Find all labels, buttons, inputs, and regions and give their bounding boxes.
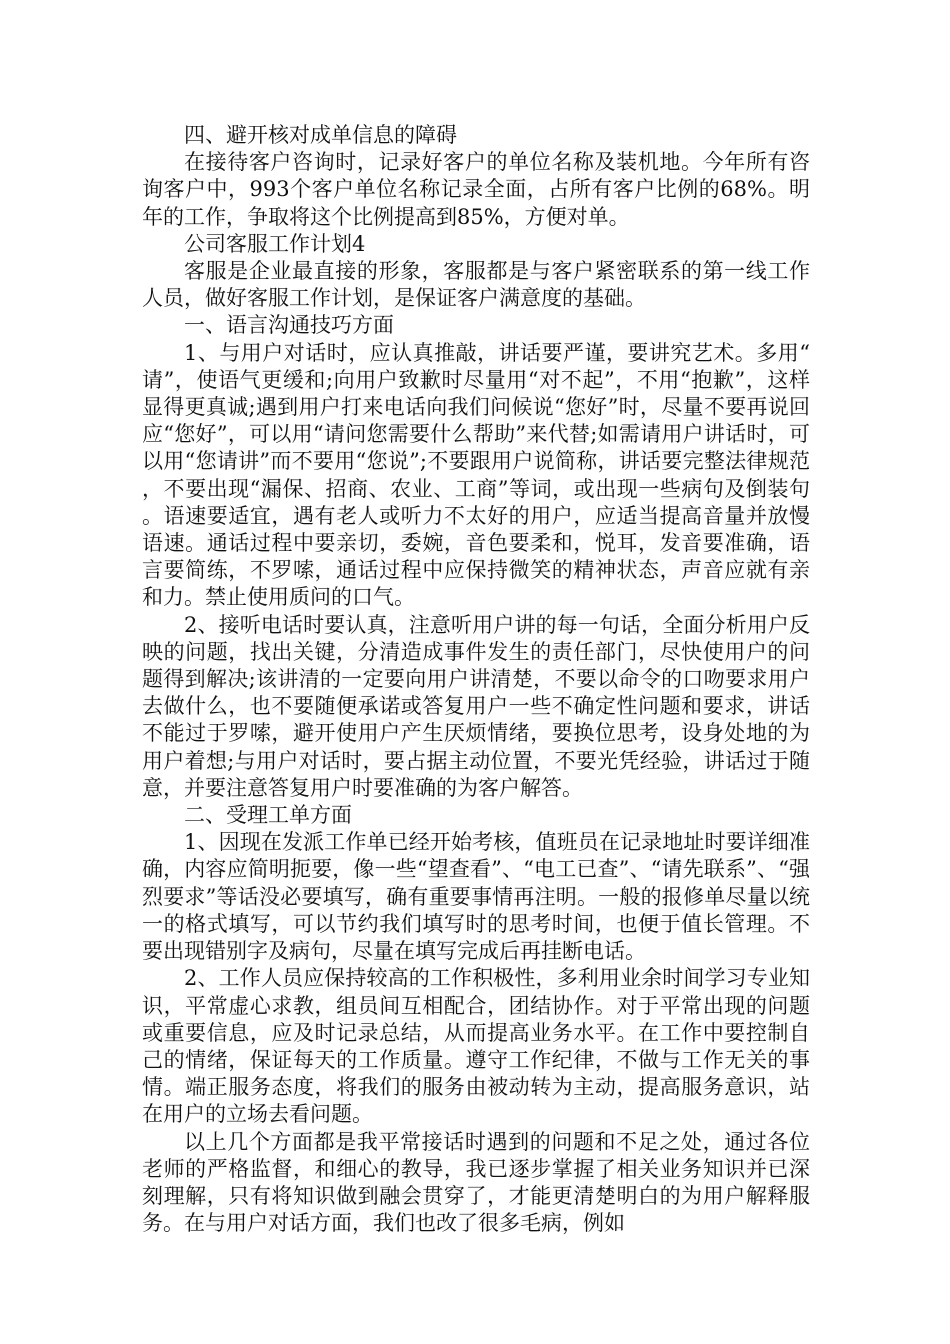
body-paragraph: 以上几个方面都是我平常接话时遇到的问题和不足之处，通过各位老师的严格监督，和细心的教导，我已逐步掌握了相关业务知识并已深刻理解，只有将知识做到融会贯穿了，才能更清楚明白的为用户解释服务。在与用户对话方面，我们也改了很多毛病，例如: [142, 1129, 810, 1236]
body-paragraph: 客服是企业最直接的形象，客服都是与客户紧密联系的第一线工作人员，做好客服工作计划，是保证客户满意度的基础。: [142, 259, 810, 311]
body-paragraph: 2、工作人员应保持较高的工作积极性，多利用业余时间学习专业知识，平常虚心求教，组员间互相配合，团结协作。对于平常出现的问题或重要信息，应及时记录总结，从而提高业务水平。在工作中要控制自己的情绪，保证每天的工作质量。遵守工作纪律，不做与工作无关的事情。端正服务态度，将我们的服务由被动转为主动，提高服务意识，站在用户的立场去看问题。: [142, 966, 810, 1127]
document-page: [142, 122, 810, 1237]
section-heading-4: 四、避开核对成单信息的障碍: [184, 123, 457, 147]
body-paragraph: 1、因现在发派工作单已经开始考核，值班员在记录地址时要详细准确，内容应简明扼要，像一些“望查看”、“电工已查”、“请先联系”、“强烈要求”等话没必要填写，确有重要事情再注明。一般的报修单尽量以统一的格式填写，可以节约我们填写时的思考时间，也便于值长管理。不要出现错别字及病句，尽量在填写完成后再挂断电话。: [142, 830, 810, 964]
section-heading-1: 一、语言沟通技巧方面: [184, 313, 394, 338]
body-paragraph: 2、接听电话时要认真，注意听用户讲的每一句话，全面分析用户反映的问题，找出关键，分清造成事件发生的责任部门，尽快使用户的问题得到解决;该讲清的一定要向用户讲清楚，不要以命令的口吻要求用户去做什么，也不要随便承诺或答复用户一些不确定性问题和要求，讲话不能过于罗嗦，避开使用户产生厌烦情绪，要换位思考，设身处地的为用户着想;与用户对话时，要占据主动位置，不要光凭经验，讲话过于随意，并要注意答复用户时要准确的为客户解答。: [142, 612, 810, 800]
body-paragraph: 1、与用户对话时，应认真推敲，讲话要严谨，要讲究艺术。多用“请”，使语气更缓和;向用户致歉时尽量用“对不起”，不用“抱歉”，这样显得更真诚;遇到用户打来电话向我们问候说“您好”时，尽量不要再说回应“您好”，可以用“请问您需要什么帮助”来代替;如需请用户讲话时，可以用“您请讲”而不要用“您说”;不要跟用户说简称，讲话要完整法律规范，不要出现“漏保、招商、农业、工商”等词，或出现一些病句及倒装句。语速要适宜，遇有老人或听力不太好的用户，应适当提高音量并放慢语速。通话过程中要亲切，委婉，音色要柔和，悦耳，发音要准确，语言要简练，不罗嗦，通话过程中应保持微笑的精神状态，声音应就有亲和力。禁止使用质问的口气。: [142, 340, 810, 610]
body-paragraph: 在接待客户咨询时，记录好客户的单位名称及装机地。今年所有咨询客户中，993个客户单位名称记录全面，占所有客户比例的68%。明年的工作，争取将这个比例提高到85%，方便对单。: [142, 150, 810, 229]
document-title: 公司客服工作计划4: [184, 231, 366, 256]
section-heading-2: 二、受理工单方面: [184, 803, 352, 828]
